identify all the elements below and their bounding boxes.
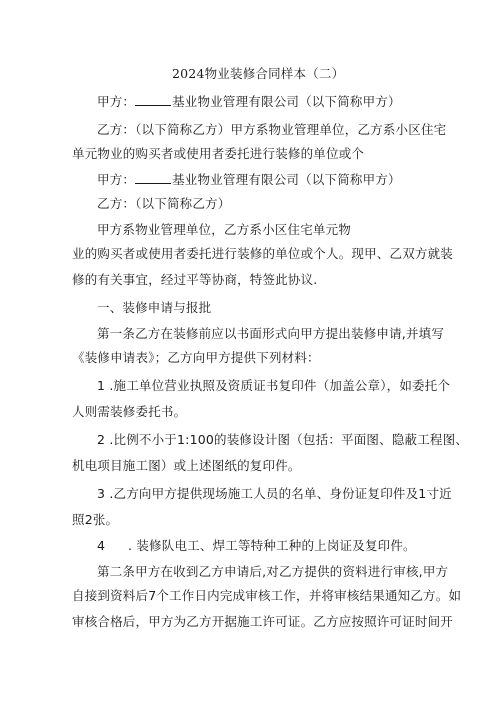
- section-heading: 一、装修申请与报批: [97, 300, 212, 315]
- document-title: 2024物业装修合同样本（二）: [172, 66, 345, 81]
- item-2-line-2: 机电项目施工图）或上述图纸的复印件。: [72, 458, 301, 473]
- party-a-name: 基业物业管理有限公司（以下简称甲方）: [172, 172, 401, 187]
- article-2-line-1: 第二条甲方在收到乙方申请后,对乙方提供的资料进行审核,甲方: [97, 564, 449, 579]
- item-3-line-1: 3 .乙方向甲方提供现场施工人员的名单、身份证复印件及1寸近: [97, 486, 452, 501]
- blank-underline: [135, 94, 171, 106]
- item-2-line-1: 2 .比例不小于1:100的装修设计图（包括：平面图、隐蔽工程图、: [97, 432, 469, 447]
- item-4-number: 4: [97, 538, 106, 553]
- intro-line-3: 修的有关事宜，经过平等协商，特签此协议.: [72, 272, 318, 287]
- item-1-line-1: 1 .施工单位营业执照及资质证书复印件（加盖公章），如委托个: [97, 378, 451, 393]
- party-a-label: 甲方：: [97, 172, 136, 187]
- party-a-line-1: [97, 94, 401, 110]
- item-4-text: . 装修队电工、焊工等特种工种的上岗证及复印件。: [128, 538, 416, 553]
- article-2-line-3: 审核合格后，甲方为乙方开据施工许可证。乙方应按照许可证时间开: [72, 614, 454, 629]
- article-1-line-1: 第一条乙方在装修前应以书面形式向甲方提出装修申请,并填写: [97, 326, 445, 341]
- party-a-label: 甲方：: [97, 94, 136, 109]
- party-b-line-2: 乙方：（以下简称乙方）: [97, 196, 231, 211]
- item-3-line-2: 照2张。: [72, 512, 119, 527]
- item-1-line-2: 人则需装修委托书。: [72, 404, 187, 419]
- article-1-line-2: 《装修申请表》；乙方向甲方提供下列材料：: [72, 350, 320, 365]
- party-b-line-1: 乙方：（以下简称乙方）甲方系物业管理单位，乙方系小区住宅: [97, 122, 447, 137]
- party-b-line-1-cont: 单元物业的购买者或使用者委托进行装修的单位或个: [72, 146, 365, 161]
- intro-line-2: 业的购买者或使用者委托进行装修的单位或个人。现甲、乙双方就装: [72, 246, 454, 261]
- party-a-line-2: [97, 172, 401, 188]
- blank-underline: [135, 172, 171, 184]
- intro-line-1: 甲方系物业管理单位，乙方系小区住宅单元物: [97, 222, 352, 237]
- party-a-name: 基业物业管理有限公司（以下简称甲方）: [172, 94, 401, 109]
- article-2-line-2: 自接到资料后7个工作日内完成审核工作，并将审核结果通知乙方。如: [72, 588, 462, 603]
